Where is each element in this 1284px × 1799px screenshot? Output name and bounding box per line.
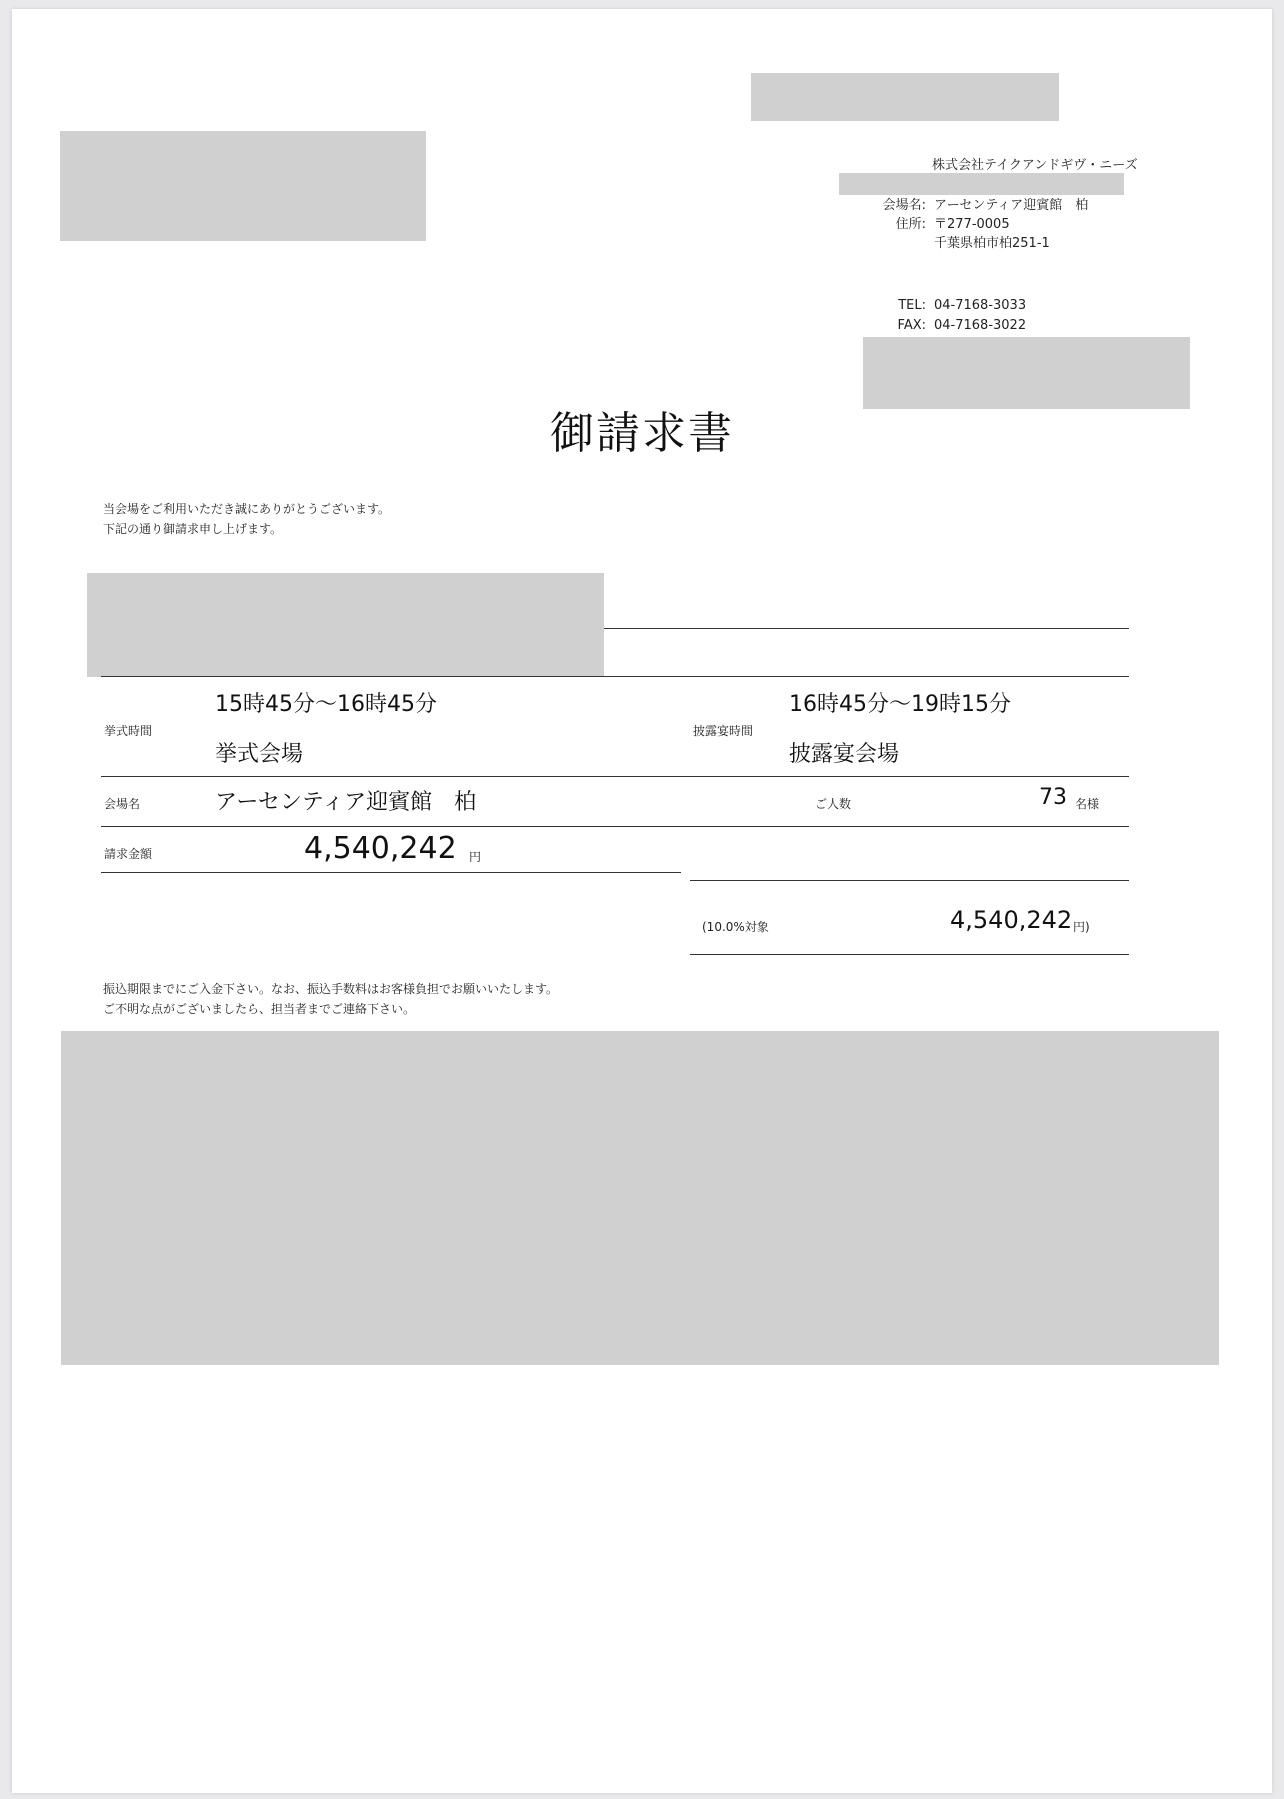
document-title: 御請求書: [550, 408, 734, 459]
redacted-block-top-right: [751, 73, 1059, 121]
payment-note-1: 振込期限までにご入金下さい。なお、振込手数料はお客様負担でお願いいたします。: [103, 982, 559, 996]
guests-label: ご人数: [815, 797, 852, 811]
payment-note-2: ご不明な点がございましたら、担当者までご連絡下さい。: [103, 1002, 416, 1016]
venue-name: アーセンティア迎賓館 柏: [215, 790, 477, 815]
greeting-line-2: 下記の通り御請求申し上げます。: [103, 522, 283, 536]
guests-count: 73: [1039, 785, 1067, 810]
issuer-fax: 04-7168-3022: [934, 318, 1027, 333]
redacted-block-bank-info: [61, 1031, 1219, 1365]
greeting-line-1: 当会場をご利用いただき誠にありがとうございます。: [103, 502, 391, 516]
ceremony-time: 15時45分〜16時45分: [215, 692, 437, 717]
customer-underline: [604, 628, 1129, 629]
tax-rule-bottom: [690, 954, 1129, 955]
table-rule-2: [101, 776, 1129, 777]
amount-unit: 円: [469, 850, 482, 864]
greeting: [103, 499, 390, 539]
redacted-block-issuer-line: [839, 173, 1124, 195]
amount-value: 4,540,242: [304, 831, 457, 866]
issuer-fax-label: FAX:: [897, 318, 926, 333]
reception-place: 披露宴会場: [789, 742, 900, 767]
ceremony-time-label: 挙式時間: [104, 724, 153, 738]
tax-amount: 4,540,242: [950, 906, 1073, 934]
issuer-company: 株式会社テイクアンドギヴ・ニーズ: [932, 158, 1138, 173]
payment-notes: [103, 979, 558, 1019]
issuer-tel-label: TEL:: [898, 298, 926, 313]
table-rule-top: [101, 676, 1129, 677]
tax-unit: 円): [1073, 920, 1090, 934]
issuer-tel: 04-7168-3033: [934, 298, 1027, 313]
venue-label: 会場名: [104, 797, 141, 811]
reception-time-label: 披露宴時間: [693, 724, 754, 738]
reception-time: 16時45分〜19時15分: [789, 692, 1011, 717]
tax-label: (10.0%対象: [702, 920, 769, 934]
redacted-block-recipient: [60, 131, 426, 241]
tax-rule-top: [690, 880, 1129, 881]
issuer-venue-label: 会場名:: [882, 198, 926, 213]
amount-label: 請求金額: [104, 847, 153, 861]
issuer-postal: 〒277-0005: [934, 217, 1010, 232]
issuer-venue: アーセンティア迎賓館 柏: [934, 198, 1089, 213]
ceremony-place: 挙式会場: [215, 742, 304, 767]
issuer-address: 千葉県柏市柏251-1: [934, 236, 1050, 251]
guests-unit: 名様: [1075, 797, 1100, 811]
issuer-address-label: 住所:: [895, 217, 926, 232]
amount-underline: [101, 872, 681, 873]
table-rule-3: [101, 826, 1129, 827]
invoice-page: [12, 9, 1272, 1793]
redacted-block-customer: [87, 573, 604, 677]
